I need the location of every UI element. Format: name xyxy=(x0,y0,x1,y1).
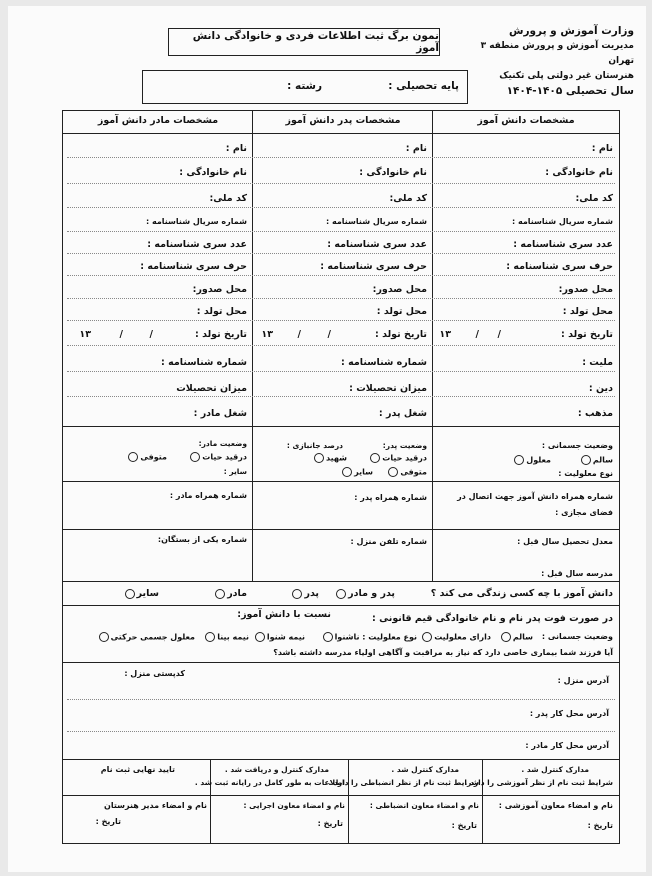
header-block xyxy=(464,24,634,99)
mother-national-id-label: کد ملی: xyxy=(209,193,247,204)
radio-circle-icon[interactable] xyxy=(314,453,324,463)
father-other-text: سایر xyxy=(354,467,373,477)
physical-semi-deaf-option[interactable] xyxy=(253,632,305,642)
physical-motor-text: معلول جسمی حرکتی xyxy=(110,632,195,642)
student-prev-gpa-label: معدل تحصیل سال قبل : xyxy=(517,537,613,546)
sig-c2-mid: شرایط ثبت نام از نظر انضباطی را دارد . xyxy=(328,778,479,787)
radio-circle-icon[interactable] xyxy=(422,632,432,642)
student-physical-label: وضعیت جسمانی : xyxy=(541,441,613,450)
living-both-option[interactable] xyxy=(334,588,395,599)
radio-circle-icon[interactable] xyxy=(99,632,109,642)
sig-c3-sign: نام و امضاء معاون اجرایی : xyxy=(243,801,345,810)
academic-year: سال تحصیلی ۱۴۰۵-۱۴۰۴ xyxy=(506,85,634,97)
student-religion-label: دین : xyxy=(588,383,613,394)
living-mother-option[interactable] xyxy=(213,588,247,599)
postal-code-label: کدپستی منزل : xyxy=(124,669,185,678)
father-birth-slash-2: / xyxy=(297,329,301,340)
student-disability-type-label: نوع معلولیت : xyxy=(558,469,613,478)
form-title: نمون برگ ثبت اطلاعات فردی و خانوادگی دانش آموز xyxy=(168,28,440,56)
sig-c1-mid: شرایط ثبت نام از نظر آموزشی را دارد . xyxy=(464,778,613,787)
father-education-label: میزان تحصیلات : xyxy=(349,383,427,394)
radio-circle-icon[interactable] xyxy=(128,452,138,462)
radio-circle-icon[interactable] xyxy=(292,589,302,599)
student-disabled-text: معلول xyxy=(526,455,551,465)
student-healthy-option[interactable] xyxy=(579,455,613,465)
field-label: رشته : xyxy=(287,80,322,92)
father-deceased-option[interactable] xyxy=(386,467,427,477)
student-family-label: نام خانوادگی : xyxy=(545,167,613,178)
mother-birth-year-prefix: ۱۳ xyxy=(79,329,91,340)
mother-alive-option[interactable] xyxy=(188,452,247,462)
sig-c1-top: مدارک کنترل شد . xyxy=(521,765,589,774)
student-birth-slash-1: / xyxy=(497,329,501,340)
mother-work-address-label: آدرس محل کار مادر : xyxy=(525,741,609,750)
father-work-address-label: آدرس محل کار پدر : xyxy=(529,709,609,718)
mother-birth-slash-1: / xyxy=(149,329,153,340)
student-issue-place-label: محل صدور: xyxy=(558,284,613,295)
grade-box xyxy=(142,70,468,104)
father-alive-option[interactable] xyxy=(368,453,427,463)
guardian-relation-label: نسبت با دانش آموز: xyxy=(237,609,331,620)
living-question: دانش آموز با چه کسی زندگی می کند ؟ xyxy=(430,588,613,599)
father-birth-slash-1: / xyxy=(327,329,331,340)
student-series-num-label: عدد سری شناسنامه : xyxy=(513,239,613,250)
mother-name-label: نام : xyxy=(225,143,247,154)
father-birth-date-label: تاریخ تولد : xyxy=(374,329,427,340)
physical-semi-deaf-text: نیمه شنوا xyxy=(266,632,305,642)
father-status-label: وضعیت پدر: xyxy=(382,441,427,450)
father-issue-place-label: محل صدور: xyxy=(372,284,427,295)
physical-semi-blind-option[interactable] xyxy=(203,632,249,642)
mother-job-label: شغل مادر : xyxy=(193,408,247,419)
illness-question: آیا فرزند شما بیماری خاصی دارد که نیاز به مراقبت و آگاهی اولیاء مدرسه داشته باشد؟ xyxy=(273,648,613,657)
student-healthy-text: سالم xyxy=(592,455,613,465)
radio-circle-icon[interactable] xyxy=(190,452,200,462)
mother-other-label: سایر : xyxy=(223,467,247,476)
radio-circle-icon[interactable] xyxy=(323,632,333,642)
student-disabled-option[interactable] xyxy=(512,455,551,465)
sig-c3-top: مدارک کنترل و دریافت شد . xyxy=(224,765,329,774)
student-national-id-label: کد ملی: xyxy=(575,193,613,204)
radio-circle-icon[interactable] xyxy=(336,589,346,599)
mother-issue-place-label: محل صدور: xyxy=(192,284,247,295)
mother-deceased-option[interactable] xyxy=(126,452,167,462)
radio-circle-icon[interactable] xyxy=(581,455,591,465)
mother-column-header: مشخصات مادر دانش آموز xyxy=(97,115,219,126)
father-serial-label: شماره سریال شناسنامه : xyxy=(326,217,427,226)
mother-birth-date-label: تاریخ تولد : xyxy=(194,329,247,340)
father-alive-text: درقید حیات xyxy=(382,453,427,463)
radio-circle-icon[interactable] xyxy=(215,589,225,599)
department-name: مدیریت آموزش و پرورش منطقه ۳ تهران xyxy=(480,41,634,66)
radio-circle-icon[interactable] xyxy=(125,589,135,599)
physical-healthy-option[interactable] xyxy=(499,632,533,642)
physical-motor-option[interactable] xyxy=(97,632,195,642)
sig-c2-top: مدارک کنترل شد . xyxy=(391,765,459,774)
student-prev-school-label: مدرسه سال قبل : xyxy=(541,569,613,578)
student-info-form xyxy=(62,110,620,844)
student-serial-label: شماره سریال شناسنامه : xyxy=(512,217,613,226)
physical-disability-text: دارای معلولیت xyxy=(434,632,491,642)
mother-birth-place-label: محل تولد : xyxy=(196,306,247,317)
sig-c4-date: تاریخ : xyxy=(95,817,121,826)
mother-alive-text: درقید حیات xyxy=(202,452,247,462)
mother-series-letter-label: حرف سری شناسنامه : xyxy=(140,261,247,272)
living-mother-text: مادر xyxy=(227,588,247,599)
guardian-question: در صورت فوت پدر نام و نام خانوادگی قیم قانونی : xyxy=(372,613,613,624)
ministry-name: وزارت آموزش و پرورش xyxy=(508,25,634,37)
father-home-phone-label: شماره تلفن منزل : xyxy=(350,537,427,546)
father-veteran-label: درصد جانبازی : xyxy=(286,441,343,450)
father-other-option[interactable] xyxy=(340,467,373,477)
physical-deaf-option[interactable] xyxy=(321,632,417,642)
radio-circle-icon[interactable] xyxy=(388,467,398,477)
sig-c1-sign: نام و امضاء معاون آموزشی : xyxy=(498,801,613,810)
radio-circle-icon[interactable] xyxy=(342,467,352,477)
mother-series-num-label: عدد سری شناسنامه : xyxy=(147,239,247,250)
student-virtual-phone-label: شماره همراه دانش آموز جهت اتصال در فضای مجازی : xyxy=(457,492,613,517)
living-other-text: سایر xyxy=(136,588,159,599)
radio-circle-icon[interactable] xyxy=(205,632,215,642)
student-nationality-label: ملیت : xyxy=(582,357,613,368)
radio-circle-icon[interactable] xyxy=(501,632,511,642)
mother-id-number-label: شماره شناسنامه : xyxy=(161,357,247,368)
mother-deceased-text: متوفی xyxy=(140,452,167,462)
father-birth-place-label: محل تولد : xyxy=(376,306,427,317)
mother-status-label: وضعیت مادر: xyxy=(198,439,247,448)
sig-c2-date: تاریخ : xyxy=(451,821,477,830)
father-national-id-label: کد ملی: xyxy=(389,193,427,204)
student-birth-place-label: محل تولد : xyxy=(562,306,613,317)
school-name: هنرستان غیر دولتی پلی تکنیک xyxy=(499,71,634,81)
sig-c1-date: تاریخ : xyxy=(587,821,613,830)
mother-serial-label: شماره سریال شناسنامه : xyxy=(146,217,247,226)
father-series-num-label: عدد سری شناسنامه : xyxy=(327,239,427,250)
living-father-text: پدر xyxy=(304,588,319,599)
student-birth-date-label: تاریخ تولد : xyxy=(560,329,613,340)
father-column-header: مشخصات پدر دانش آموز xyxy=(285,115,401,126)
father-martyr-option[interactable] xyxy=(312,453,347,463)
sig-c4-sign: نام و امضاء مدیر هنرستان xyxy=(104,801,207,810)
father-job-label: شغل پدر : xyxy=(378,408,427,419)
father-series-letter-label: حرف سری شناسنامه : xyxy=(320,261,427,272)
father-id-number-label: شماره شناسنامه : xyxy=(341,357,427,368)
sig-c3-date: تاریخ : xyxy=(317,819,343,828)
living-other-option[interactable] xyxy=(123,588,159,599)
radio-circle-icon[interactable] xyxy=(514,455,524,465)
mother-family-label: نام خانوادگی : xyxy=(179,167,247,178)
mother-education-label: میزان تحصیلات xyxy=(176,383,247,394)
mother-birth-slash-2: / xyxy=(119,329,123,340)
student-column-header: مشخصات دانش آموز xyxy=(477,115,575,126)
sig-c3-mid: اطلاعات به طور کامل در رایانه ثبت شد . xyxy=(194,778,345,787)
home-address-label: آدرس منزل : xyxy=(557,676,609,685)
father-birth-year-prefix: ۱۳ xyxy=(261,329,273,340)
father-deceased-text: متوفی xyxy=(400,467,427,477)
father-name-label: نام : xyxy=(405,143,427,154)
physical-healthy-text: سالم xyxy=(512,632,533,642)
student-birth-year-prefix: ۱۳ xyxy=(439,329,451,340)
mother-relative-phone-label: شماره یکی از بستگان: xyxy=(157,535,247,544)
radio-circle-icon[interactable] xyxy=(255,632,265,642)
radio-circle-icon[interactable] xyxy=(370,453,380,463)
father-martyr-text: شهید xyxy=(325,453,347,463)
living-father-option[interactable] xyxy=(290,588,319,599)
physical-deaf-text: نوع معلولیت : ناشنوا xyxy=(334,632,417,642)
sig-c2-sign: نام و امضاء معاون انضباطی : xyxy=(369,801,479,810)
form-page xyxy=(8,6,646,872)
student-series-letter-label: حرف سری شناسنامه : xyxy=(506,261,613,272)
grade-label: پایه تحصیلی : xyxy=(388,80,459,92)
student-name-label: نام : xyxy=(591,143,613,154)
mother-mobile-label: شماره همراه مادر : xyxy=(169,491,247,500)
physical-semi-blind-text: نیمه بینا xyxy=(217,632,249,642)
student-birth-slash-2: / xyxy=(475,329,479,340)
sig-c4-top: تایید نهایی ثبت نام xyxy=(100,765,175,774)
father-family-label: نام خانوادگی : xyxy=(359,167,427,178)
living-both-text: پدر و مادر xyxy=(348,588,395,599)
student-sect-label: مذهب : xyxy=(577,408,613,419)
physical-row-label: وضعیت جسمانی : xyxy=(541,632,613,641)
father-mobile-label: شماره همراه پدر : xyxy=(354,493,427,502)
physical-disability-option[interactable] xyxy=(420,632,491,642)
